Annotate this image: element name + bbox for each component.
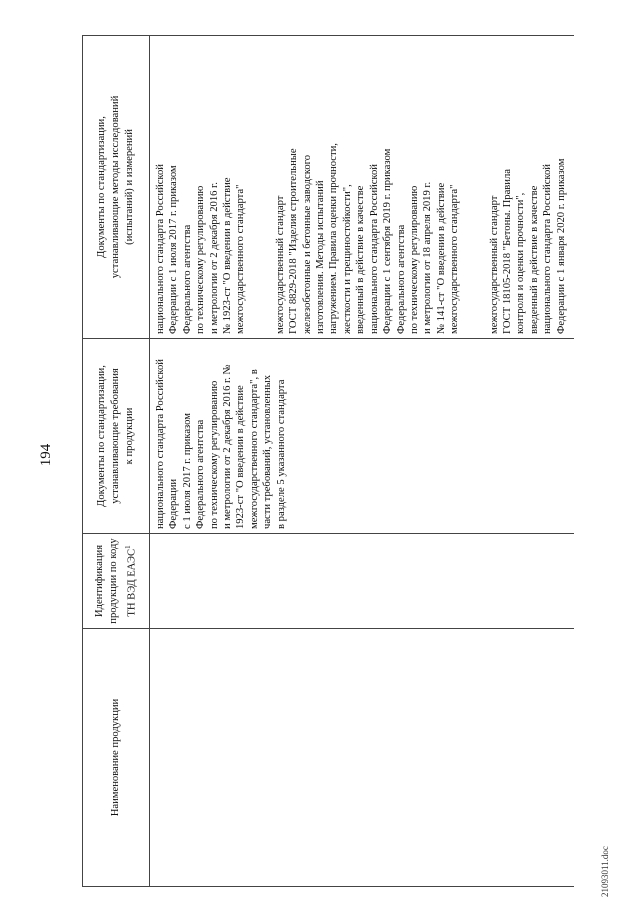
cell-requirement-standards	[150, 339, 574, 534]
text-line: национального стандарта Российской	[155, 164, 166, 334]
header-line-text: ТН ВЭД ЕАЭС	[126, 548, 138, 617]
standard-entry	[274, 40, 462, 334]
text-line: и метрологии от 18 апреля 2019 г.	[422, 181, 434, 334]
text-line: Федерального агентства	[181, 224, 193, 334]
text-line: по техническому регулированию	[408, 185, 420, 334]
text-line: межгосударственного стандарта"	[235, 184, 247, 334]
header-method-standards	[83, 36, 150, 339]
header-product-name: Наименование продукции	[83, 629, 150, 887]
text-line: межгосударственного стандарта", в	[248, 369, 260, 529]
text-line: межгосударственного стандарта"	[449, 184, 461, 334]
text-line: части требований, установленных	[262, 374, 274, 529]
text-line: Федерации с 1 июля 2017 г. приказом	[168, 165, 180, 334]
text-line: межгосударственный стандарт	[274, 195, 286, 334]
text-line: изготовления. Методы испытаний	[315, 180, 327, 334]
text-line: ГОСТ 8829-2018 "Изделия строительные	[288, 148, 300, 334]
text-line: по техническому регулированию	[195, 185, 207, 334]
standard-entry	[488, 40, 568, 334]
header-line: устанавливающие методы исследований	[110, 95, 121, 279]
text-line: национального стандарта Российской	[368, 164, 380, 334]
text-line: Федерального агентства	[195, 419, 207, 529]
text-line: по техническому регулированию	[208, 380, 220, 529]
header-line: устанавливающие требования	[110, 368, 121, 504]
cell-method-standards	[150, 36, 574, 339]
text-line: введенный в действие в качестве	[355, 185, 367, 334]
footer-filename: 21093011.doc	[600, 846, 610, 897]
text-line: Федерации	[168, 478, 180, 529]
text-line: нагружением. Правила оценки прочности,	[328, 143, 340, 334]
header-line: к продукции	[124, 407, 135, 465]
table-header-row	[83, 36, 150, 887]
text-line: национального стандарта Российской	[542, 164, 554, 334]
cell-tnved-code	[150, 534, 574, 629]
text-line: Федерации с 1 января 2020 г. приказом	[555, 158, 567, 334]
text-line: ГОСТ 18105-2018 "Бетоны. Правила	[501, 169, 513, 334]
cell-product-name	[150, 629, 574, 887]
text-line: Федерации с 1 сентября 2019 г. приказом	[382, 148, 394, 334]
text-line: № 1923-ст "О введении в действие	[222, 177, 234, 334]
text-line: в разделе 5 указанного стандарта	[275, 379, 287, 529]
text-line: введенный в действие в качестве	[528, 185, 540, 334]
header-requirement-standards	[83, 339, 150, 534]
header-line	[121, 538, 140, 624]
table-row	[150, 36, 574, 887]
text-line: с 1 июля 2017 г. приказом	[181, 413, 193, 529]
text-line: Федерального агентства	[395, 224, 407, 334]
text-line: 1923-ст "О введении в действие	[235, 385, 247, 529]
text-line: национального стандарта Российской	[155, 359, 166, 529]
standard-entry	[154, 40, 248, 334]
text-line: и метрологии от 2 декабря 2016 г. №	[222, 364, 234, 529]
header-line: (испытаний) и измерений	[124, 129, 135, 245]
header-line: Документы по стандартизации,	[96, 116, 107, 258]
page-number: 194	[38, 443, 54, 467]
header-line: Документы по стандартизации,	[96, 365, 107, 507]
text-line: контроля и оценки прочности",	[515, 192, 527, 334]
header-line: Идентификация	[93, 544, 105, 618]
header-tnved-code	[83, 534, 150, 629]
text-line: железобетонные и бетонные заводского	[301, 154, 313, 334]
footnote-marker: 1	[123, 545, 132, 549]
text-line: № 141-ст "О введении в действие	[435, 182, 447, 334]
header-line: продукции по коду	[107, 538, 119, 624]
text-line: жесткости и трещиностойкости",	[341, 184, 353, 334]
text-line: межгосударственный стандарт	[488, 195, 500, 334]
standards-table	[82, 35, 574, 887]
text-line: и метрологии от 2 декабря 2016 г.	[208, 182, 220, 334]
